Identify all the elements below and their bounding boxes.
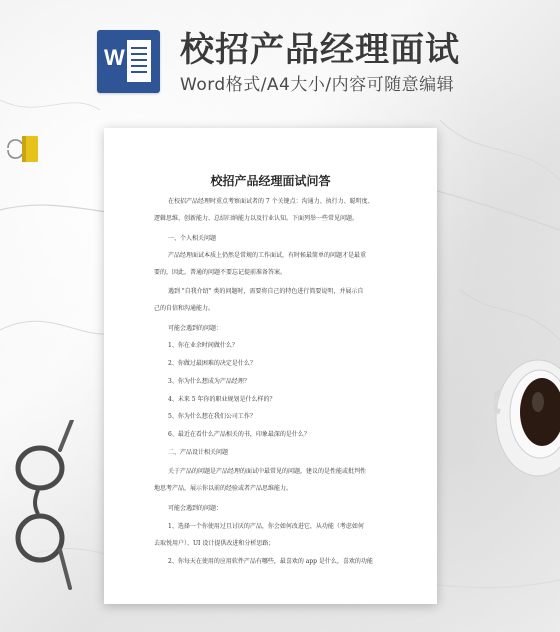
document-line: 产品经理面试本质上仍然是常规的工作面试，有时候最简单的问题才是最重 (168, 252, 367, 259)
document-line: 2、你每天在使用的应用软件产品有哪些，最喜欢的 app 是什么，喜欢的功能 (168, 558, 373, 565)
document-line: 遇到 "自我介绍" 类的问题时，需要将自己的特色进行简要说明，并展示自 (168, 288, 364, 295)
page-subtitle: Word格式/A4大小/内容可随意编辑 (180, 75, 455, 95)
document-line: 6、最近在看什么产品相关的书，印象最深的是什么？ (168, 431, 310, 438)
document-line: 一、个人相关问题 (168, 235, 217, 242)
word-document-icon (97, 30, 160, 93)
document-line: 1、你在业余时间做什么？ (168, 342, 238, 349)
binder-clip-icon (6, 132, 42, 166)
document-title: 校招产品经理面试问答 (210, 174, 331, 188)
document-line: 5、你为什么想在我们公司工作？ (168, 413, 256, 420)
document-line: 逻辑思维、创新能力、总结归纳能力以及行业认知。下面列举一些常见问题。 (154, 215, 359, 222)
document-line: 可能会遇到的问题： (168, 505, 223, 512)
document-line: 要的，因此，普通的问题不要忘记提前准备答案。 (154, 269, 287, 276)
page-title: 校招产品经理面试 (180, 30, 460, 70)
document-line: 己的自信和沟通能力。 (154, 305, 215, 312)
document-line: 去取悦用户）、UI 设计提供改进和分析思路； (154, 540, 275, 547)
document-line: 地思考产品，展示你以前的经验或者产品思维能力。 (154, 485, 293, 492)
document-line: 可能会遇到的问题： (168, 325, 223, 332)
eyeglasses-icon (0, 420, 90, 590)
word-letter: W (104, 45, 125, 70)
document-line: 二、产品设计相关问题 (168, 449, 229, 456)
document-line: 2、你做过最困难的决定是什么？ (168, 360, 256, 367)
document-line: 4、未来 5 年你的职业规划是什么样的？ (168, 396, 276, 403)
coffee-cup-icon (494, 352, 560, 482)
document-line: 在校招产品经理时重点考察面试者的 7 个关键点：沟通力、执行力、聪明度、 (168, 198, 374, 205)
document-page (104, 128, 437, 604)
document-line: 3、你为什么想成为产品经理？ (168, 378, 250, 385)
document-line: 1、选择一个你使用过且讨厌的产品，你会如何改进它，从功能（考虑如何 (168, 523, 364, 530)
document-line: 关于产品的问题是产品经理的面试中最常见的问题，建议的是性能或批判性 (168, 468, 367, 475)
word-page-shape (127, 40, 151, 82)
